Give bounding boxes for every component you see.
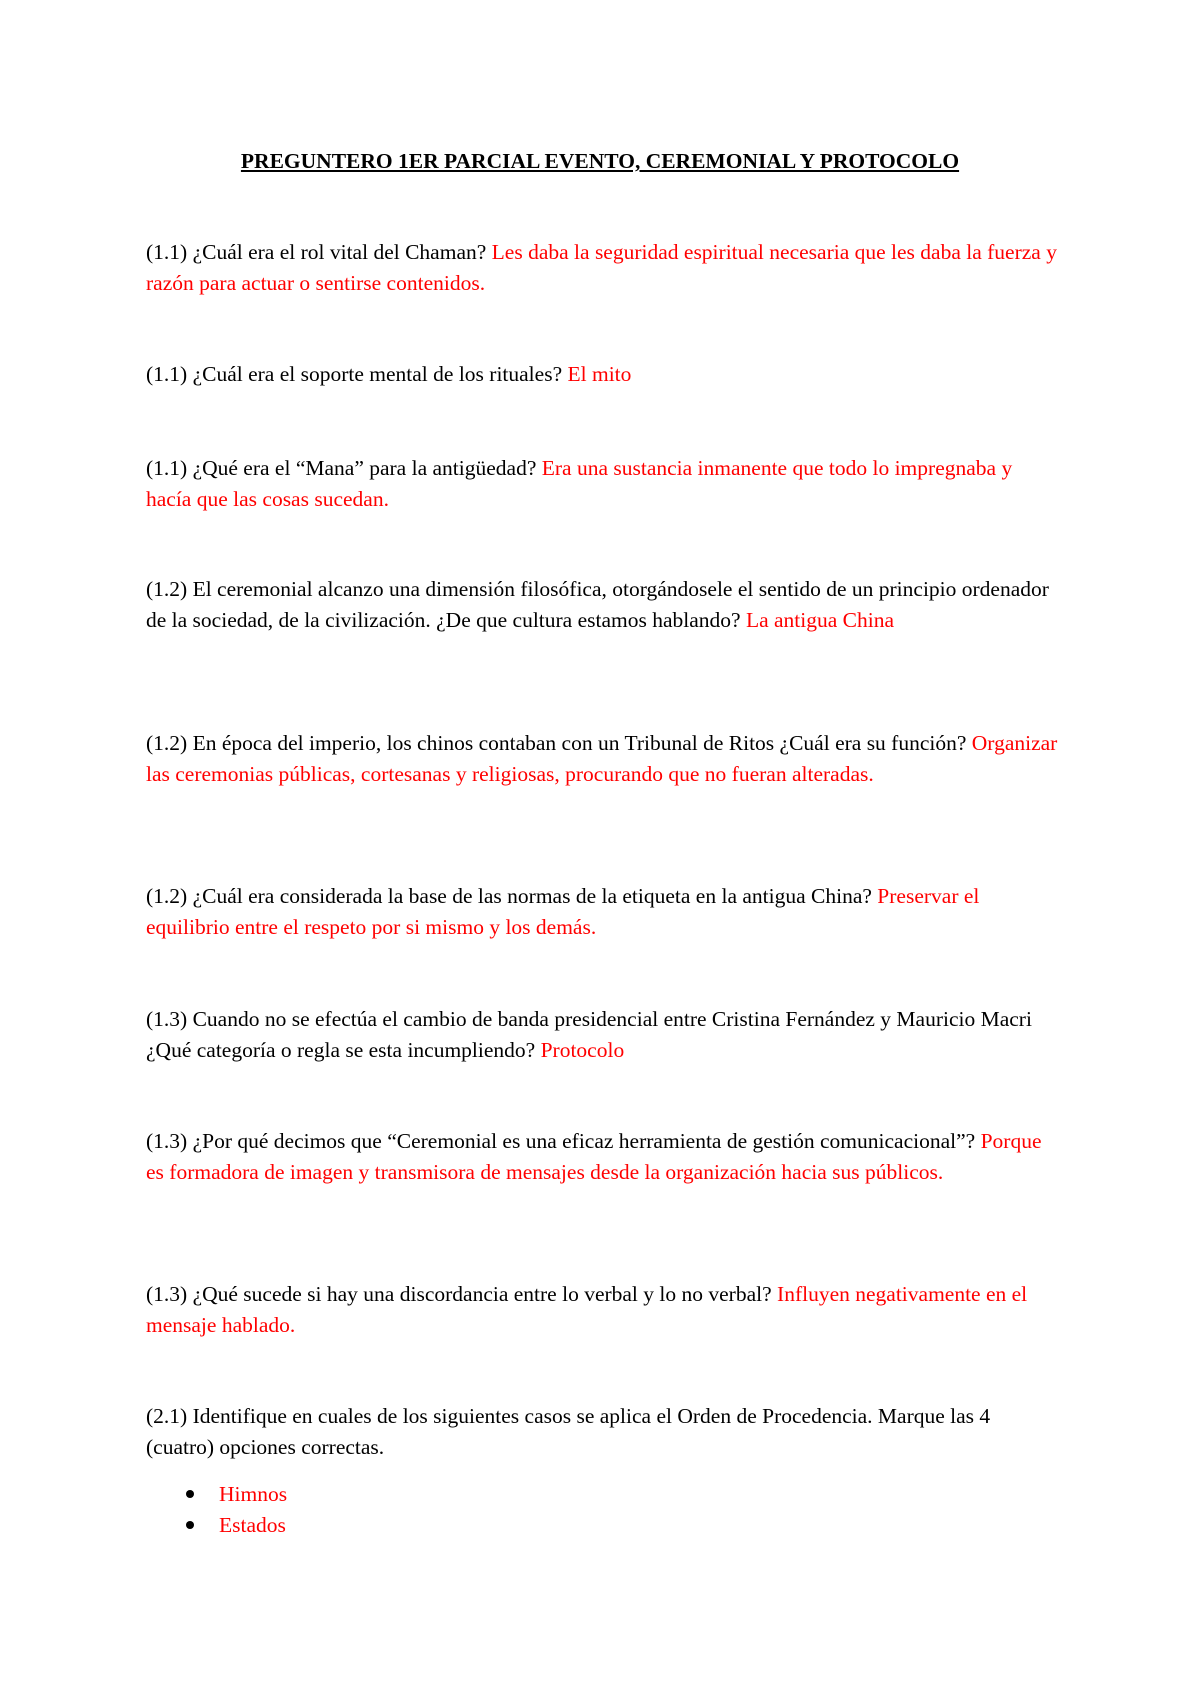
qa-item-4 — [146, 574, 1061, 635]
qa-item-2 — [146, 359, 1061, 390]
document-title: PREGUNTERO 1ER PARCIAL EVENTO, CEREMONIAL Y PROTOCOLO — [240, 149, 960, 173]
list-item — [146, 1510, 287, 1541]
qa-item-10 — [146, 1401, 1061, 1462]
answer-text: La antigua China — [745, 607, 895, 632]
option-text: Himnos — [219, 1482, 288, 1506]
question-text: (2.1) Identifique en cuales de los siguientes casos se aplica el Orden de Procedencia. Marque las 4 (cuatro) opciones correctas. — [146, 1404, 991, 1459]
answer-text: Organizar las ceremonias públicas, cortesanas y religiosas, procurando que no fueran alteradas. — [146, 731, 1058, 786]
qa-item-9 — [146, 1279, 1061, 1340]
qa-item-5 — [146, 728, 1061, 789]
option-text: Estados — [219, 1512, 286, 1537]
question-text: (1.2) En época del imperio, los chinos contaban con un Tribunal de Ritos ¿Cuál era su función? — [146, 731, 972, 755]
bullet-icon — [186, 1521, 194, 1529]
qa-item-3 — [146, 453, 1061, 514]
answer-text: Porque es formadora de imagen y transmisora de mensajes desde la organización hacia sus públicos. — [146, 1129, 1042, 1184]
qa-item-6 — [146, 881, 1061, 942]
qa-item-7 — [146, 1004, 1061, 1065]
list-item — [146, 1479, 287, 1510]
question-text: (1.2) El ceremonial alcanzo una dimensión filosófica, otorgándosele el sentido de un principio ordenador de la sociedad, de la civilización. ¿De que cultura estamos hablando? — [146, 577, 1049, 632]
question-text: (1.3) ¿Qué sucede si hay una discordancia entre lo verbal y lo no verbal? — [146, 1282, 778, 1306]
question-text: (1.1) ¿Cuál era el rol vital del Chaman? — [146, 240, 492, 264]
question-text: (1.1) ¿Cuál era el soporte mental de los rituales? — [146, 362, 568, 386]
question-text: (1.1) ¿Qué era el “Mana” para la antigüedad? — [146, 456, 542, 480]
qa-item-8 — [146, 1126, 1061, 1187]
options-list — [146, 1479, 287, 1540]
answer-text: El mito — [567, 362, 632, 386]
question-text: (1.3) ¿Por qué decimos que “Ceremonial es una eficaz herramienta de gestión comunicacional”? — [146, 1129, 981, 1153]
question-text: (1.3) Cuando no se efectúa el cambio de banda presidencial entre Cristina Fernández y Mauricio Macri ¿Qué categoría o regla se esta incumpliendo? — [146, 1007, 1032, 1062]
answer-text: Era una sustancia inmanente que todo lo impregnaba y hacía que las cosas sucedan. — [146, 456, 1013, 511]
qa-item-1 — [146, 237, 1061, 298]
answer-text: Preservar el equilibrio entre el respeto por si mismo y los demás. — [146, 884, 980, 939]
question-text: (1.2) ¿Cuál era considerada la base de las normas de la etiqueta en la antigua China? — [146, 884, 878, 908]
answer-text: Influyen negativamente en el mensaje hablado. — [146, 1282, 1028, 1337]
bullet-icon — [186, 1490, 194, 1498]
answer-text: Protocolo — [540, 1037, 625, 1062]
answer-text: Les daba la seguridad espiritual necesaria que les daba la fuerza y razón para actuar o sentirse contenidos. — [146, 240, 1057, 295]
